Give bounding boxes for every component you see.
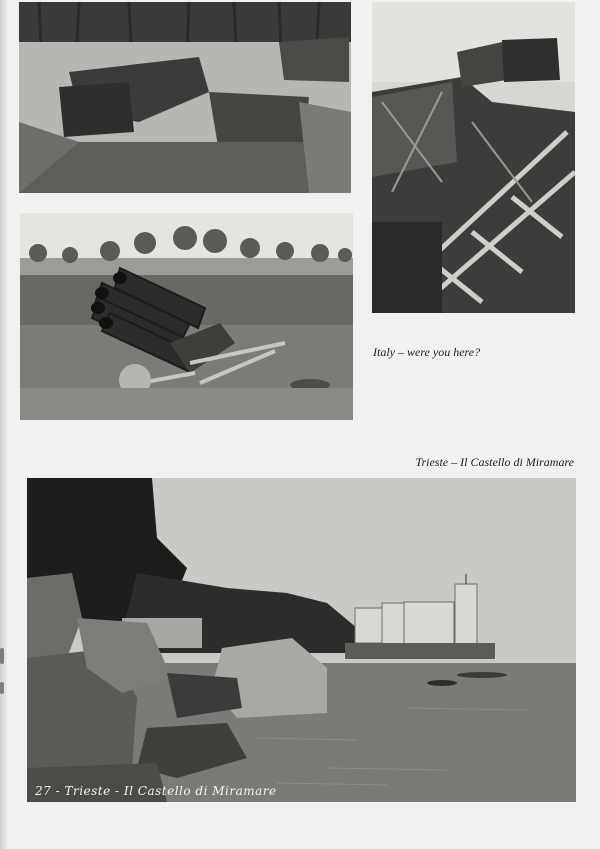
postcard-label: 27 - Trieste - Il Castello di Miramare — [35, 784, 277, 798]
photo-wrecked-vehicles — [19, 2, 351, 193]
caption-trieste: Trieste – Il Castello di Miramare — [415, 455, 574, 469]
photo-miramare-castle — [27, 478, 576, 802]
binding-hole — [0, 648, 4, 664]
binding-hole — [0, 682, 4, 694]
photo-destroyed-bridge — [372, 2, 575, 313]
caption-italy: Italy – were you here? — [373, 345, 481, 359]
photo-rocket-launcher — [20, 213, 353, 420]
page-binding-edge — [0, 0, 8, 849]
